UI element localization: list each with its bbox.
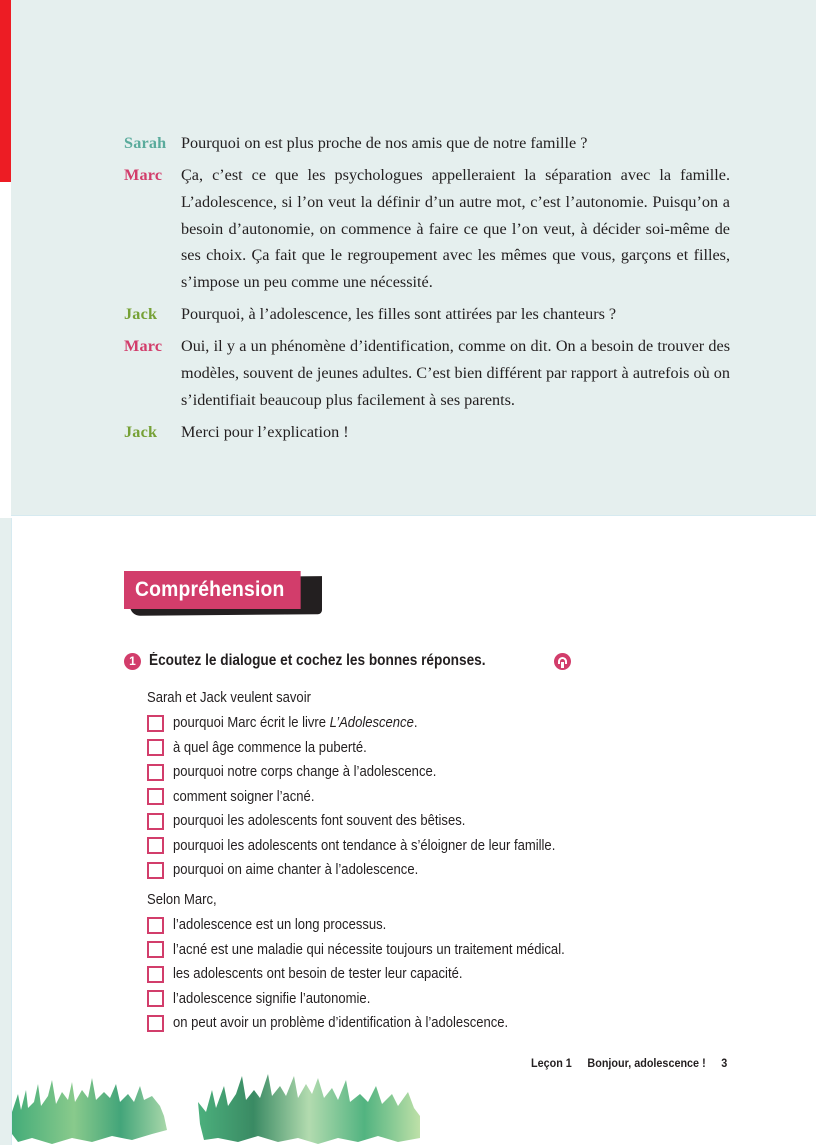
- option-label: l’adolescence est un long processus.: [173, 917, 387, 934]
- checkbox[interactable]: [147, 715, 164, 732]
- group-title: Selon Marc,: [147, 892, 217, 908]
- dialogue-turn: [124, 162, 730, 296]
- speaker-name: Marc: [124, 337, 163, 356]
- checkbox[interactable]: [147, 764, 164, 781]
- option-item[interactable]: [147, 962, 608, 987]
- book-title: L’Adolescence: [329, 715, 414, 732]
- checkbox[interactable]: [147, 990, 164, 1007]
- option-label: l’acné est une maladie qui nécessite toujours un traitement médical.: [173, 941, 565, 958]
- checkbox[interactable]: [147, 788, 164, 805]
- option-item[interactable]: [147, 760, 598, 785]
- dialogue-text: Ça, c’est ce que les psychologues appelleraient la séparation avec la famille. L’adolescence, si l’on veut la définir d’un autre mot, c’est l’autonomie. Puisqu’on a besoin d’autonomie, on commence à faire ce que l’on veut, à décider soi-même de ses choix. Ça fait que le regroupement avec les mêmes que vous, garçons et filles, s’impose un peu comme une nécessité.: [181, 166, 730, 292]
- option-label: comment soigner l’acné.: [173, 788, 315, 805]
- checkbox[interactable]: [147, 862, 164, 879]
- option-item[interactable]: [147, 938, 608, 963]
- grass-decoration-icon: [198, 1072, 420, 1145]
- option-label: pourquoi on aime chanter à l’adolescence.: [173, 862, 419, 879]
- checkbox[interactable]: [147, 917, 164, 934]
- dialogue-turn: [124, 130, 730, 157]
- option-label: on peut avoir un problème d’identification à l’adolescence.: [173, 1015, 509, 1032]
- checkbox[interactable]: [147, 739, 164, 756]
- option-label: les adolescents ont besoin de tester leur capacité.: [173, 966, 463, 983]
- speaker-name: Sarah: [124, 134, 167, 152]
- checkbox[interactable]: [147, 966, 164, 983]
- option-label: à quel âge commence la puberté.: [173, 739, 367, 756]
- checkbox[interactable]: [147, 837, 164, 854]
- option-label: pourquoi Marc écrit le livre L’Adolescence.: [173, 715, 418, 732]
- left-margin-strip: [0, 518, 12, 1145]
- dialogue: [124, 130, 730, 451]
- dialogue-text: Merci pour l’explication !: [181, 423, 349, 442]
- speaker-name: Jack: [124, 305, 158, 324]
- speaker-name: Jack: [124, 423, 158, 442]
- option-label: pourquoi les adolescents ont tendance à s’éloigner de leur famille.: [173, 837, 556, 854]
- speaker-name: Marc: [124, 166, 163, 185]
- audio-headphone-icon[interactable]: [554, 653, 571, 670]
- option-item[interactable]: [147, 736, 598, 761]
- group-title: Sarah et Jack veulent savoir: [147, 690, 311, 706]
- instruction-text: Écoutez le dialogue et cochez les bonnes réponses.: [149, 652, 486, 669]
- option-label: l’adolescence signifie l’autonomie.: [173, 990, 371, 1007]
- lesson-label: Leçon 1: [531, 1056, 572, 1070]
- grass-decoration-icon: [12, 1072, 167, 1145]
- option-item[interactable]: [147, 809, 598, 834]
- option-item[interactable]: [147, 987, 608, 1012]
- question-group-1: [147, 687, 598, 883]
- option-item[interactable]: [147, 785, 598, 810]
- checkbox[interactable]: [147, 813, 164, 830]
- page-number: 3: [721, 1056, 728, 1070]
- lesson-title: Bonjour, adolescence !: [587, 1056, 706, 1070]
- section-title: Compréhension: [124, 571, 301, 609]
- section-heading: [124, 571, 314, 611]
- option-item[interactable]: [147, 858, 598, 883]
- option-item[interactable]: [147, 711, 598, 736]
- option-label: pourquoi notre corps change à l’adolescence.: [173, 764, 437, 781]
- dialogue-text: Pourquoi on est plus proche de nos amis que de notre famille ?: [181, 134, 588, 152]
- option-label: pourquoi les adolescents font souvent des bêtises.: [173, 813, 466, 830]
- dialogue-text: Pourquoi, à l’adolescence, les filles sont attirées par les chanteurs ?: [181, 305, 617, 324]
- dialogue-turn: [124, 333, 730, 413]
- checkbox[interactable]: [147, 941, 164, 958]
- exercise-number-badge: 1: [124, 653, 141, 670]
- question-group-2: [147, 889, 608, 1036]
- option-item[interactable]: [147, 1011, 608, 1036]
- exercise-instruction: [124, 652, 579, 670]
- dialogue-text: Oui, il y a un phénomène d’identification, comme on dit. On a besoin de trouver des modèles, souvent de jeunes adultes. C’est bien différent par rapport à autrefois où on s’identifiait beaucoup plus facilement à ses parents.: [181, 337, 730, 409]
- dialogue-turn: [124, 419, 730, 446]
- red-edge-tab: [0, 0, 11, 182]
- page-footer: [531, 1056, 740, 1070]
- option-item[interactable]: [147, 913, 608, 938]
- option-item[interactable]: [147, 834, 598, 859]
- checkbox[interactable]: [147, 1015, 164, 1032]
- dialogue-turn: [124, 301, 730, 328]
